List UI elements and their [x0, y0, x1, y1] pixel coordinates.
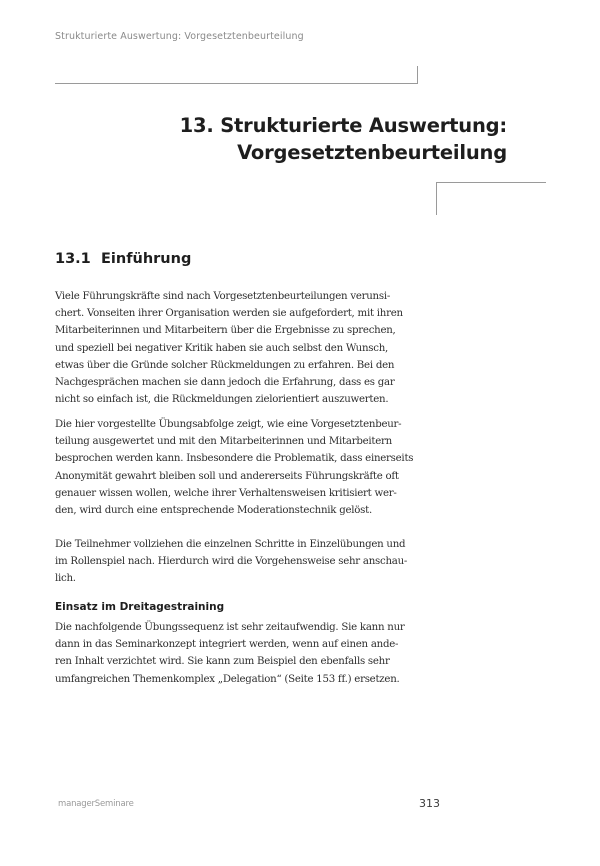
text-line: ren Inhalt verzichtet wird. Sie kann zum Beispiel den ebenfalls sehr — [55, 656, 390, 668]
bracket-rule-horizontal — [436, 182, 546, 183]
text-line: lich. — [55, 573, 76, 585]
chapter-title — [180, 112, 507, 166]
text-line: Nachgesprächen machen sie dann jedoch die Erfahrung, dass es gar — [55, 377, 395, 389]
text-line: teilung ausgewertet und mit den Mitarbeiterinnen und Mitarbeitern — [55, 436, 392, 448]
footer-brand: managerSeminare — [58, 799, 134, 809]
text-line: Die hier vorgestellte Übungsabfolge zeigt, wie eine Vorgesetztenbeur- — [55, 419, 402, 430]
text-line: nicht so einfach ist, die Rückmeldungen zielorientiert auszuwerten. — [55, 394, 389, 406]
paragraph-intro — [55, 288, 415, 408]
section-title: Einführung — [101, 251, 192, 267]
text-line: genauer wissen wollen, welche ihrer Verhaltensweisen kritisiert wer- — [55, 487, 397, 499]
text-line: Mitarbeiterinnen und Mitarbeitern über die Ergebnisse zu sprechen, — [55, 325, 396, 337]
text-line: Viele Führungskräfte sind nach Vorgesetztenbeurteilungen verunsi- — [55, 291, 391, 302]
page-number: 313 — [419, 797, 440, 810]
bracket-rule-vertical — [436, 182, 437, 215]
text-line: dann in das Seminarkonzept integriert werden, wenn auf einen ande- — [55, 639, 399, 651]
running-head: Strukturierte Auswertung: Vorgesetztenbeurteilung — [55, 31, 304, 42]
chapter-title-line-2: Vorgesetztenbeurteilung — [237, 141, 507, 164]
text-line: chert. Vonseiten ihrer Organisation werden sie aufgefordert, mit ihren — [55, 308, 403, 320]
paragraph-three-day-training — [55, 619, 415, 688]
chapter-title-line-1: 13. Strukturierte Auswertung: — [179, 114, 507, 137]
text-line: den, wird durch eine entsprechende Moderationstechnik gelöst. — [55, 505, 372, 517]
section-heading — [55, 251, 191, 267]
subsection-heading: Einsatz im Dreitagestraining — [55, 601, 225, 613]
top-rule-horizontal — [55, 83, 418, 84]
text-line: umfangreichen Themenkomplex „Delegation“ (Seite 153 ff.) ersetzen. — [55, 673, 400, 685]
section-number: 13.1 — [55, 251, 91, 267]
text-line: und speziell bei negativer Kritik haben sie auch selbst den Wunsch, — [55, 342, 389, 354]
text-line: besprochen werden kann. Insbesondere die Problematik, dass einerseits — [55, 453, 414, 465]
text-line: Die nachfolgende Übungssequenz ist sehr zeitaufwendig. Sie kann nur — [55, 622, 405, 633]
text-line: Anonymität gewahrt bleiben soll und andererseits Führungskräfte oft — [55, 470, 399, 482]
paragraph-exercise-sequence — [55, 416, 415, 519]
text-line: Die Teilnehmer vollziehen die einzelnen Schritte in Einzelübungen und — [55, 539, 406, 550]
top-rule-vertical — [417, 66, 418, 84]
text-line: im Rollenspiel nach. Hierdurch wird die Vorgehensweise sehr anschau- — [55, 556, 408, 568]
text-line: etwas über die Gründe solcher Rückmeldungen zu erfahren. Bei den — [55, 359, 395, 371]
paragraph-participants — [55, 536, 415, 588]
